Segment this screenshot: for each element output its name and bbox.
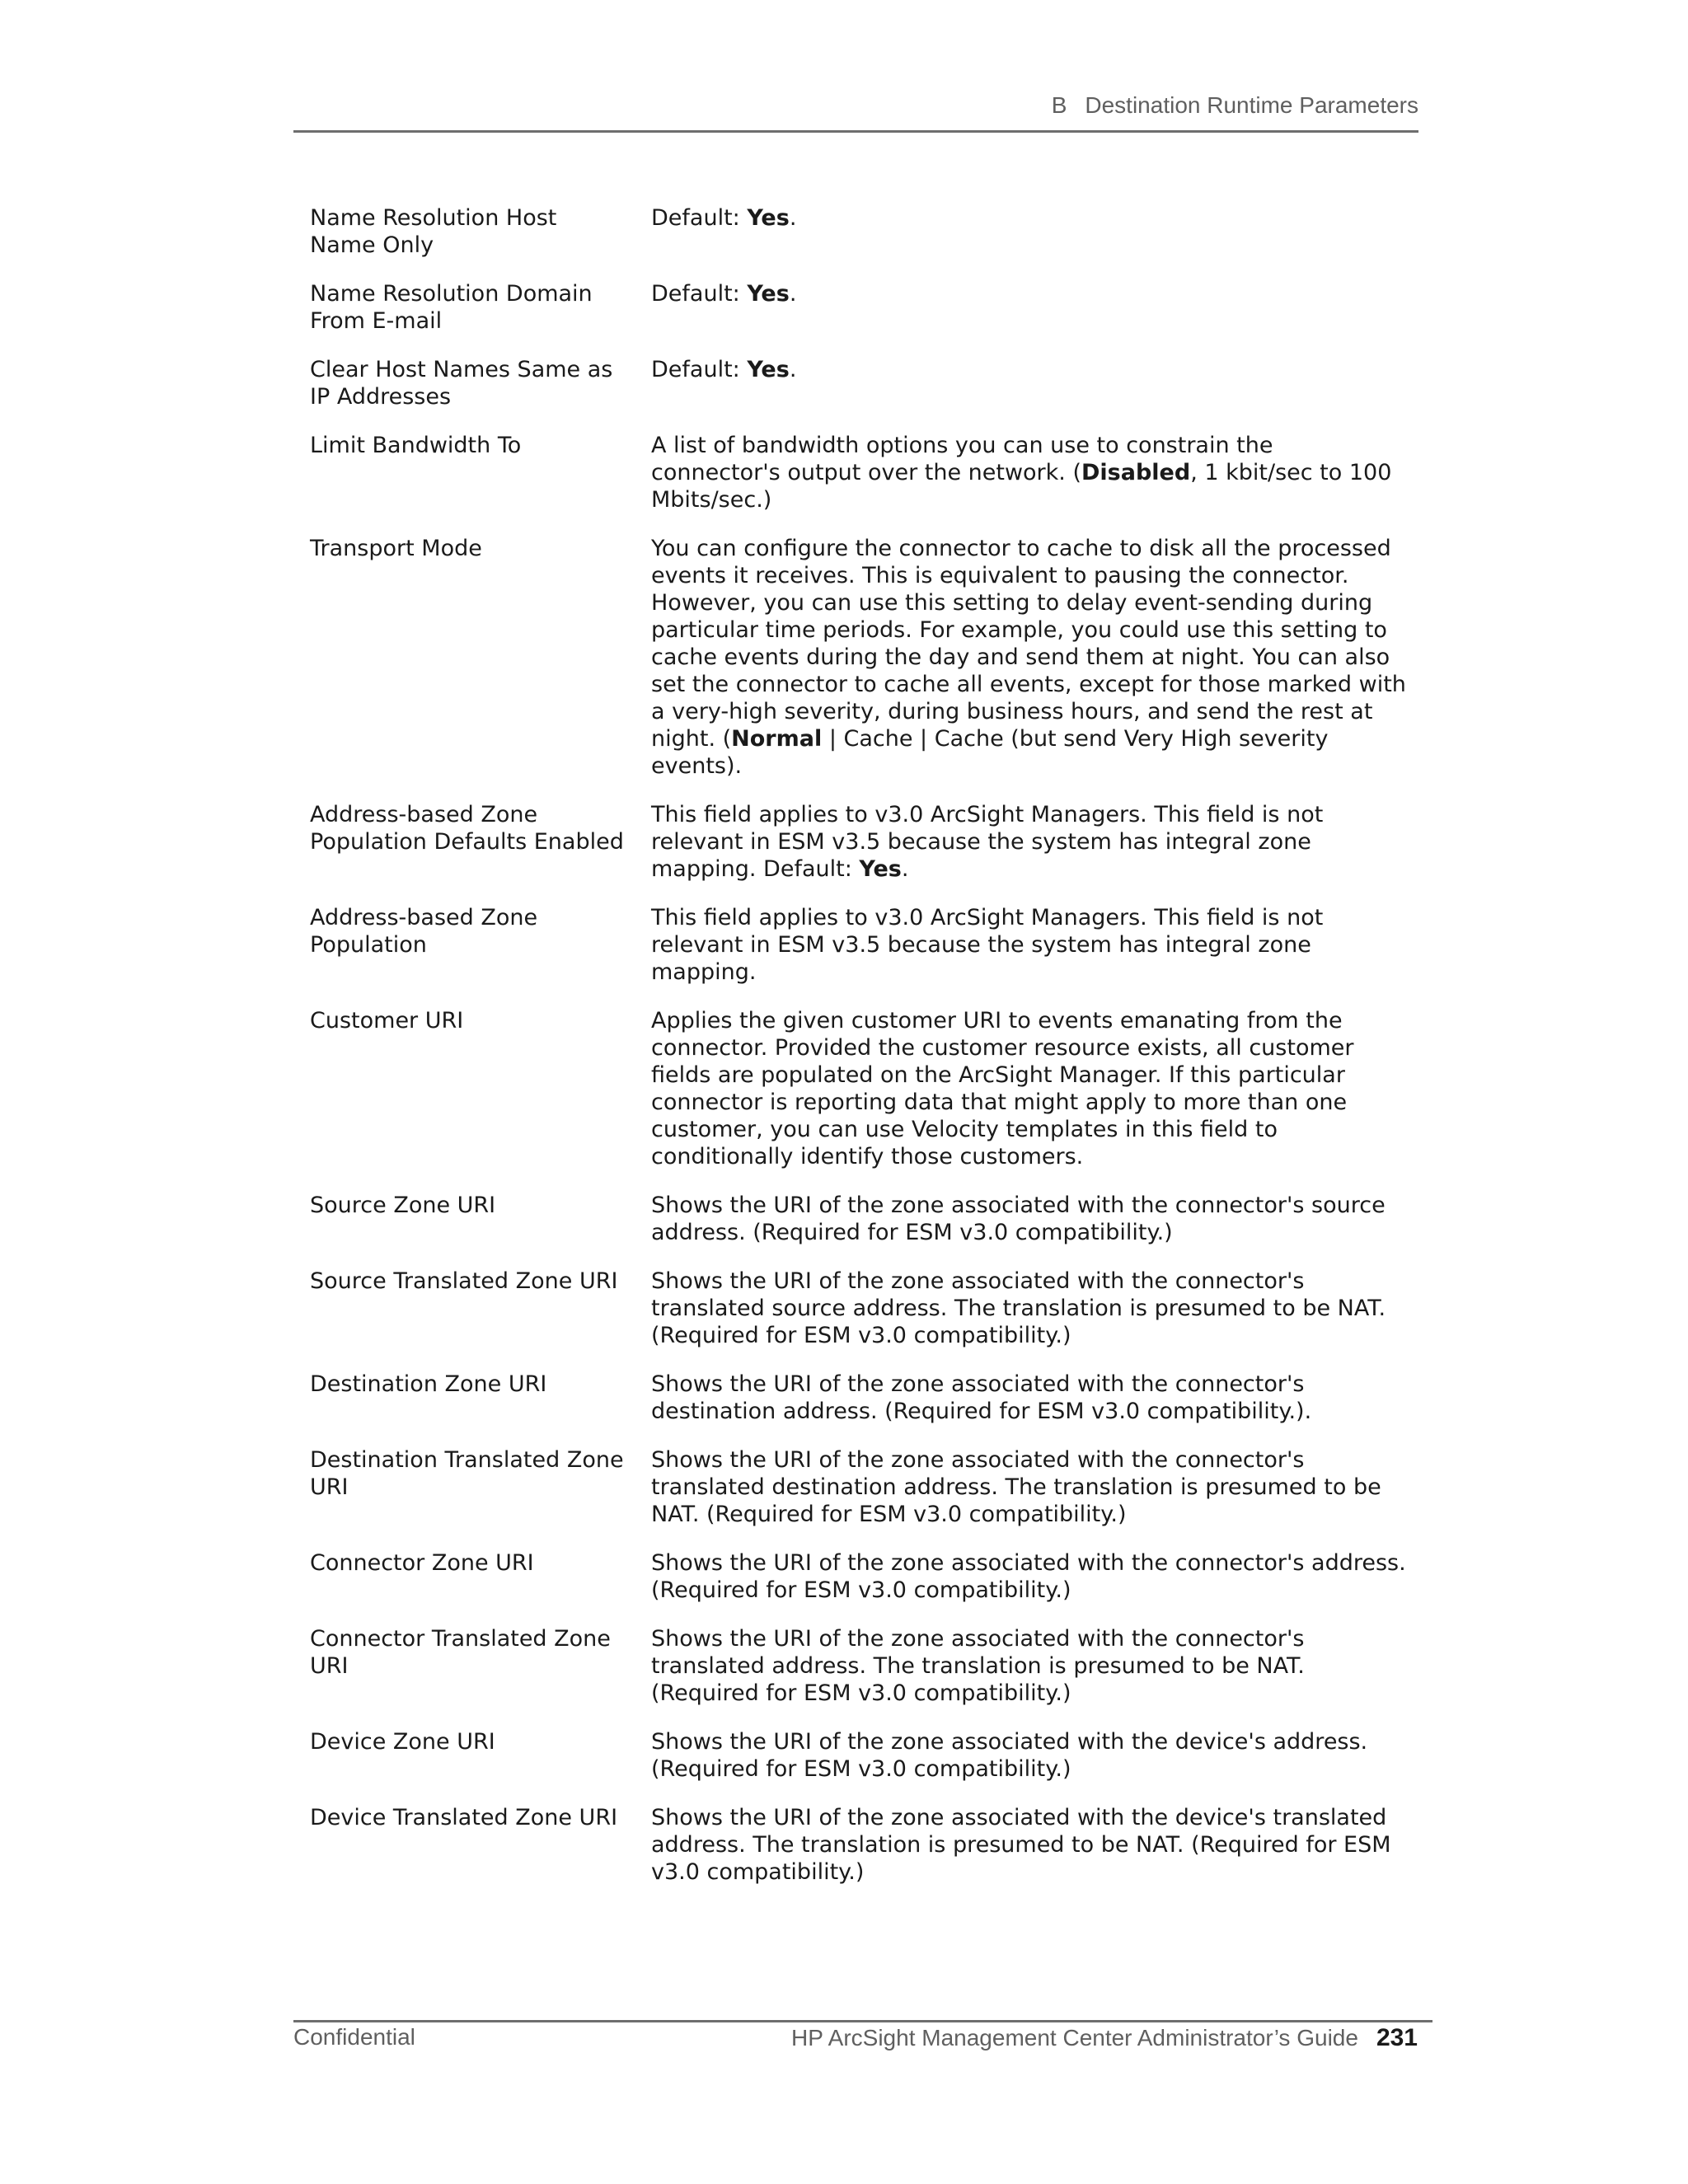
parameter-description (651, 1625, 1406, 1707)
description-text: Shows the URI of the zone associated with the connector's address. (Required for ESM v3.0 compatibility.) (651, 1550, 1406, 1603)
description-text: | Cache | Cache (but send Very High severity events). (651, 726, 1329, 779)
description-bold-text: Yes (859, 856, 902, 882)
description-text: Shows the URI of the zone associated with the connector's destination address. (Required for ESM v3.0 compatibility.). (651, 1371, 1312, 1424)
parameter-row (310, 801, 1406, 883)
section-title: Destination Runtime Parameters (1085, 92, 1418, 118)
parameter-name: Source Zone URI (310, 1193, 496, 1218)
description-text: Default: (651, 205, 748, 231)
parameter-name: Source Translated Zone URI (310, 1268, 618, 1294)
parameter-row (310, 280, 1406, 335)
description-text: This field applies to v3.0 ArcSight Managers. This field is not relevant in ESM v3.5 because the system has integral zone mapping. (651, 905, 1324, 985)
parameter-description (651, 801, 1406, 883)
description-text: Shows the URI of the zone associated with the connector's translated source address. The translation is presumed to be NAT. (Required for ESM v3.0 compatibility.) (651, 1268, 1386, 1348)
parameter-row (310, 1192, 1406, 1246)
parameter-name: Device Zone URI (310, 1729, 495, 1755)
parameter-description (651, 1804, 1406, 1886)
parameter-row (310, 1625, 1406, 1707)
footer-rule (293, 2020, 1432, 2022)
parameter-description (651, 356, 1406, 410)
parameter-row (310, 1804, 1406, 1886)
parameter-description (651, 1007, 1406, 1170)
parameter-name: Destination Translated Zone URI (310, 1447, 624, 1500)
page-header (293, 89, 1418, 133)
description-text: Default: (651, 281, 748, 307)
description-text: You can configure the connector to cache to disk all the processed events it receives. This is equivalent to pausing the connector. However, you can use this setting to delay event-sending during particular time periods. For example, you could use this setting to cache events during the day and send them at night. You can also set the connector to cache all events, except for those marked with a very-high severity, during business hours, and send the rest at night. ( (651, 536, 1406, 752)
parameter-description (651, 432, 1406, 513)
parameter-name: Address-based Zone Population (310, 905, 538, 958)
parameter-name: Address-based Zone Population Defaults Enabled (310, 802, 624, 855)
parameter-description (651, 1268, 1406, 1349)
description-bold-text: Yes (747, 357, 790, 382)
parameter-description (651, 904, 1406, 986)
parameter-row (310, 1446, 1406, 1528)
description-text: Shows the URI of the zone associated with the connector's source address. (Required for ESM v3.0 compatibility.) (651, 1193, 1386, 1245)
running-header (1052, 92, 1418, 119)
description-text: A list of bandwidth options you can use to constrain the connector's output over the network. ( (651, 433, 1273, 485)
parameter-row (310, 1007, 1406, 1170)
description-text: Shows the URI of the zone associated with the connector's translated destination address. The translation is presumed to be NAT. (Required for ESM v3.0 compatibility.) (651, 1447, 1381, 1527)
footer-guide (791, 2024, 1418, 2052)
description-text: Shows the URI of the zone associated with the device's translated address. The translation is presumed to be NAT. (Required for ESM v3.0 compatibility.) (651, 1805, 1391, 1885)
parameter-name: Name Resolution Host Name Only (310, 205, 557, 258)
parameter-description (651, 1192, 1406, 1246)
description-bold-text: Disabled (1081, 460, 1191, 485)
parameter-table (310, 204, 1406, 1907)
description-bold-text: Yes (747, 281, 790, 307)
parameter-description (651, 1371, 1406, 1425)
parameter-row (310, 1549, 1406, 1604)
description-text: . (901, 856, 909, 882)
description-text: This field applies to v3.0 ArcSight Managers. This field is not relevant in ESM v3.5 because the system has integral zone mapping. Default: (651, 802, 1324, 882)
description-text: . (789, 205, 797, 231)
parameter-row (310, 1371, 1406, 1425)
footer-confidential: Confidential (293, 2024, 415, 2050)
description-text: Shows the URI of the zone associated with the connector's translated address. The translation is presumed to be NAT. (Required for ESM v3.0 compatibility.) (651, 1626, 1305, 1706)
description-text: Applies the given customer URI to events emanating from the connector. Provided the customer resource exists, all customer fields are populated on the ArcSight Manager. If this particular connector is reporting data that might apply to more than one customer, you can use Velocity templates in this field to conditionally identify those customers. (651, 1008, 1354, 1169)
section-letter: B (1051, 92, 1067, 118)
parameter-name: Transport Mode (310, 536, 482, 561)
description-text: Default: (651, 357, 748, 382)
description-bold-text: Yes (747, 205, 790, 231)
parameter-name: Customer URI (310, 1008, 464, 1033)
parameter-name: Name Resolution Domain From E-mail (310, 281, 593, 334)
description-text: . (789, 357, 797, 382)
description-text: , 1 kbit/sec to 100 Mbits/sec.) (651, 460, 1392, 513)
description-text: . (789, 281, 797, 307)
page-number: 231 (1376, 2024, 1418, 2051)
parameter-description (651, 1728, 1406, 1783)
parameter-name: Device Translated Zone URI (310, 1805, 618, 1830)
parameter-name: Limit Bandwidth To (310, 433, 522, 458)
description-text: Shows the URI of the zone associated with the device's address. (Required for ESM v3.0 compatibility.) (651, 1729, 1368, 1782)
parameter-row (310, 356, 1406, 410)
parameter-description (651, 535, 1406, 780)
parameter-name: Connector Zone URI (310, 1550, 534, 1576)
parameter-name: Connector Translated Zone URI (310, 1626, 611, 1679)
parameter-row (310, 535, 1406, 780)
parameter-row (310, 204, 1406, 259)
parameter-name: Clear Host Names Same as IP Addresses (310, 357, 613, 410)
description-bold-text: Normal (731, 726, 823, 752)
footer-guide-title: HP ArcSight Management Center Administrator’s Guide (791, 2025, 1358, 2050)
parameter-description (651, 1549, 1406, 1604)
parameter-description (651, 1446, 1406, 1528)
parameter-row (310, 904, 1406, 986)
parameter-description (651, 204, 1406, 259)
parameter-row (310, 1728, 1406, 1783)
parameter-row (310, 1268, 1406, 1349)
parameter-description (651, 280, 1406, 335)
parameter-row (310, 432, 1406, 513)
parameter-name: Destination Zone URI (310, 1371, 547, 1397)
